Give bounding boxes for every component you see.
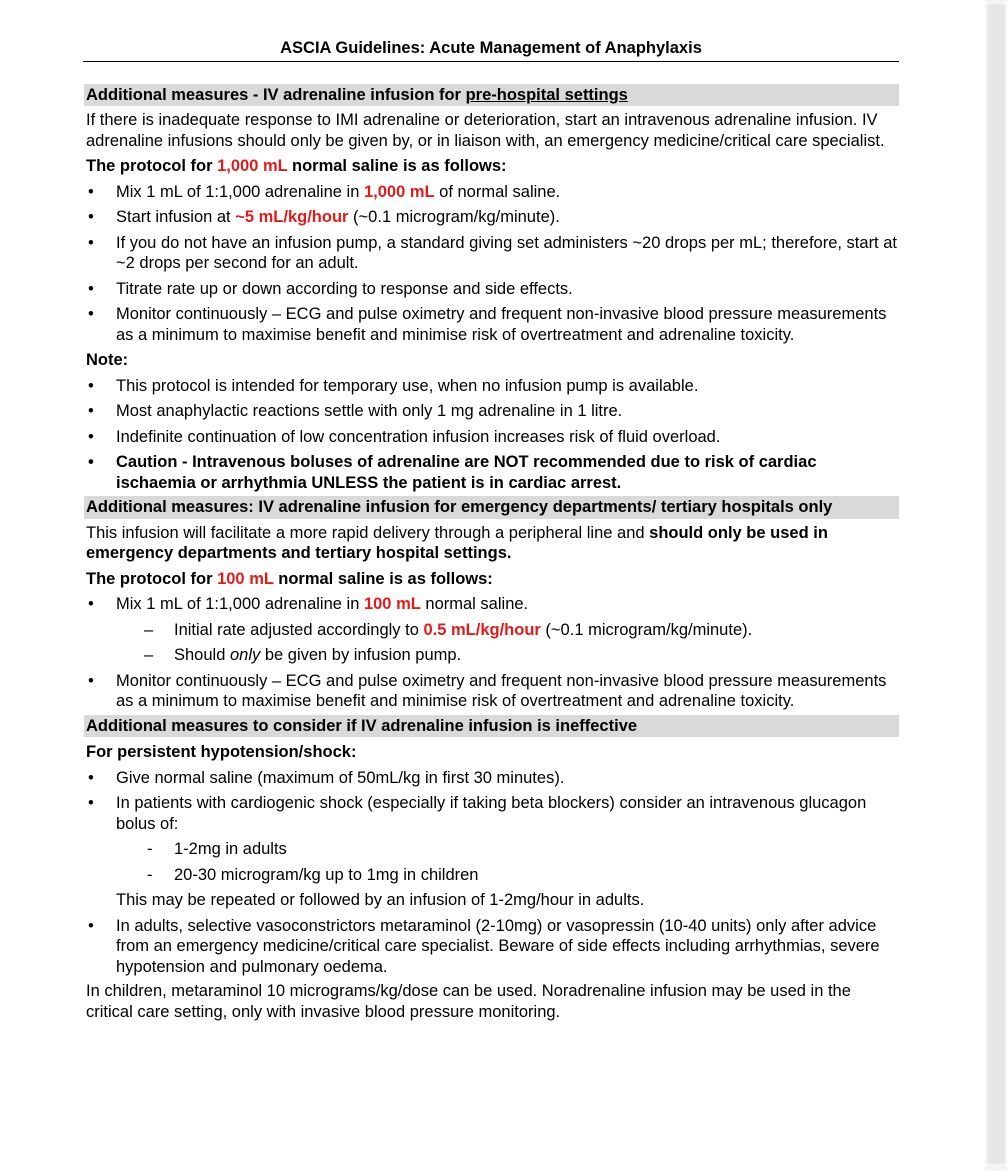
- note-label: Note:: [86, 351, 129, 369]
- section-heading-prehospital: Additional measures - IV adrenaline infusion for pre-hospital settings: [84, 84, 899, 107]
- section-heading-emergency: Additional measures: IV adrenaline infusion for emergency departments/ tertiary hospitals only: [84, 496, 899, 519]
- sub-list-item: – Initial rate adjusted accordingly to 0.5 mL/kg/hour (~0.1 microgram/kg/minute).: [86, 620, 897, 641]
- list-item: • Titrate rate up or down according to response and side effects.: [86, 279, 897, 300]
- scrollbar-track[interactable]: [985, 0, 1007, 1171]
- protocol-1000ml-label: The protocol for 1,000 mL normal saline is as follows:: [86, 157, 507, 175]
- list-item: • In adults, selective vasoconstrictors metaraminol (2-10mg) or vasopressin (10-40 units) only after advice from an emergency medicine/critical care specialist. Beware of side effects including arrhythmias, severe hypotension and pulmonary oedema.: [86, 916, 897, 978]
- document-page: [84, 38, 899, 1022]
- list-item: • In patients with cardiogenic shock (especially if taking beta blockers) consider an intravenous glucagon bolus of:: [86, 793, 897, 834]
- protocol-100ml-label: The protocol for 100 mL normal saline is as follows:: [86, 569, 493, 588]
- document-title: ASCIA Guidelines: Acute Management of Anaphylaxis: [83, 38, 899, 62]
- list-item: • This protocol is intended for temporary use, when no infusion pump is available.: [86, 376, 897, 397]
- section-heading-ineffective: Additional measures to consider if IV adrenaline infusion is ineffective: [84, 715, 899, 738]
- list-item: • Most anaphylactic reactions settle with only 1 mg adrenaline in 1 litre.: [86, 401, 897, 422]
- prehospital-intro: If there is inadequate response to IMI adrenaline or deterioration, start an intravenous adrenaline infusion. IV adrenaline infusions should only be given by, or in liaison with, an emergency medicine/critical care specialist.: [86, 111, 885, 150]
- list-item: • Mix 1 mL of 1:1,000 adrenaline in 1,000 mL of normal saline.: [86, 182, 897, 203]
- hypotension-label: For persistent hypotension/shock:: [86, 743, 357, 761]
- list-item: • Indefinite continuation of low concentration infusion increases risk of fluid overload.: [86, 427, 897, 448]
- list-item: • Give normal saline (maximum of 50mL/kg in first 30 minutes).: [86, 768, 897, 789]
- list-item: • Monitor continuously – ECG and pulse oximetry and frequent non-invasive blood pressure measurements as a minimum to maximise benefit and minimise risk of overtreatment and adrenaline toxicity.: [86, 671, 897, 712]
- list-item: • Monitor continuously – ECG and pulse oximetry and frequent non-invasive blood pressure measurements as a minimum to maximise benefit and minimise risk of overtreatment and adrenaline toxicity.: [86, 304, 897, 345]
- scrollbar-thumb[interactable]: [988, 4, 1005, 1164]
- caution-item: • Caution - Intravenous boluses of adrenaline are NOT recommended due to risk of cardiac ischaemia or arrhythmia UNLESS the patient is in cardiac arrest.: [86, 452, 897, 493]
- list-item: • If you do not have an infusion pump, a standard giving set administers ~20 drops per mL; therefore, start at ~2 drops per second for an adult.: [86, 233, 897, 274]
- emergency-intro: This infusion will facilitate a more rapid delivery through a peripheral line and should only be used in emergency departments and tertiary hospital settings.: [86, 523, 828, 562]
- glucagon-repeat-note: This may be repeated or followed by an infusion of 1-2mg/hour in adults.: [116, 891, 645, 909]
- children-note: In children, metaraminol 10 micrograms/kg/dose can be used. Noradrenaline infusion may be used in the critical care setting, only with invasive blood pressure monitoring.: [86, 982, 851, 1021]
- list-item: • Start infusion at ~5 mL/kg/hour (~0.1 microgram/kg/minute).: [86, 207, 897, 228]
- sub-list-item: - 1-2mg in adults: [86, 839, 897, 860]
- sub-list-item: - 20-30 microgram/kg up to 1mg in children: [86, 865, 897, 886]
- sub-list-item: – Should only be given by infusion pump.: [86, 645, 897, 666]
- list-item: • Mix 1 mL of 1:1,000 adrenaline in 100 mL normal saline.: [86, 594, 897, 615]
